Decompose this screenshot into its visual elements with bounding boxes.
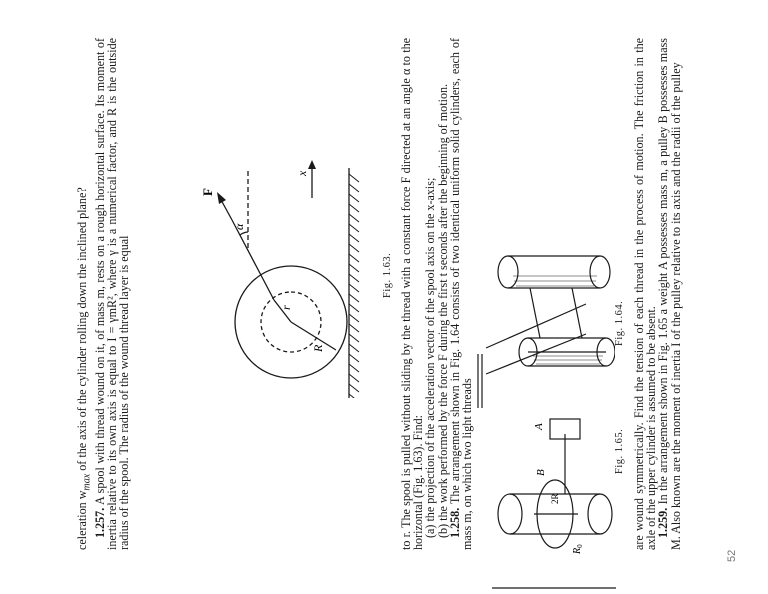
text-subscript: max — [81, 473, 93, 491]
caption-fig-1-63: Fig. 1.63. — [382, 252, 393, 298]
label-x: x — [295, 170, 309, 176]
lower-cylinder-end — [498, 256, 518, 288]
problem-number: 1.258. — [447, 507, 462, 538]
text-block-2 — [400, 38, 473, 550]
paragraph-continuation — [76, 38, 94, 550]
problem-1-257 — [94, 38, 131, 550]
label-F: F — [200, 188, 215, 196]
figure-1-63-spool — [196, 148, 382, 398]
text-run: celeration w — [75, 490, 89, 550]
problem-text: The arrangement shown in Fig. 1.64 consists of two identical uniform solid cylinders, each of mass m, on which two light threads — [447, 38, 475, 550]
problem-text: In the arrangement shown in Fig. 1.65 a weight A possesses mass m, a pulley B possesses mass M. Also known are the moment of inertia I of the pulley relative to its axis and the radii of the pulley — [656, 38, 683, 550]
figure-1-64-two-cylinders — [470, 214, 615, 414]
text-block-1 — [76, 38, 130, 550]
part-a: (a) the projection of the acceleration vector of the spool axis on the x-axis; — [423, 177, 438, 538]
caption-fig-1-65: Fig. 1.65. — [614, 428, 625, 474]
label-2R: 2R — [550, 493, 560, 504]
text-block-3 — [633, 38, 682, 550]
force-arrowhead — [217, 192, 226, 204]
lower-cylinder-far-end — [590, 256, 610, 288]
pulley-end-bottom — [588, 494, 612, 534]
problem-1-259 — [657, 38, 681, 550]
paragraph-continuation: are wound symmetrically. Find the tension of each thread in the process of motion. The friction in the axle of the upper cylinder is assumed to be absent. — [632, 38, 659, 550]
text-run: of the axis of the cylinder rolling down the inclined plane? — [75, 187, 89, 474]
caption-fig-1-64: Fig. 1.64. — [614, 300, 625, 346]
problem-text: A spool with thread wound on it, of mass m, rests on a rough horizontal surface. Its moment of inertia relative to its own axis is equal to I = γmR², where γ is a numerical factor, and R is the outside radius of the spool. The radius of the wound thread layer is equal — [92, 38, 132, 550]
page-number: 52 — [726, 549, 738, 562]
label-R: R — [311, 344, 325, 352]
label-B: B — [535, 469, 547, 476]
label-alpha: α — [232, 223, 246, 230]
angle-arc — [240, 232, 248, 235]
problem-number: 1.257. — [92, 507, 107, 538]
problem-number: 1.259. — [656, 507, 671, 538]
label-R0: $R_0$ — [572, 544, 584, 554]
label-A: A — [533, 423, 545, 430]
thread-1 — [530, 288, 540, 338]
label-r: r — [279, 305, 293, 310]
thread-line — [232, 220, 274, 300]
paragraph-continuation: to r. The spool is pulled without sliding by the thread with a constant force F directed at an angle α to the horizontal (Fig. 1.63). Find: — [399, 38, 426, 550]
radius-r-line — [274, 300, 291, 322]
pulley-end-top — [498, 494, 522, 534]
thread-2 — [572, 288, 582, 338]
figure-1-65-pulley-weight — [470, 404, 630, 594]
part-b: (b) the work performed by the force F during the first t seconds after the beginning of motion. — [435, 83, 450, 538]
x-axis-arrowhead — [308, 160, 316, 169]
